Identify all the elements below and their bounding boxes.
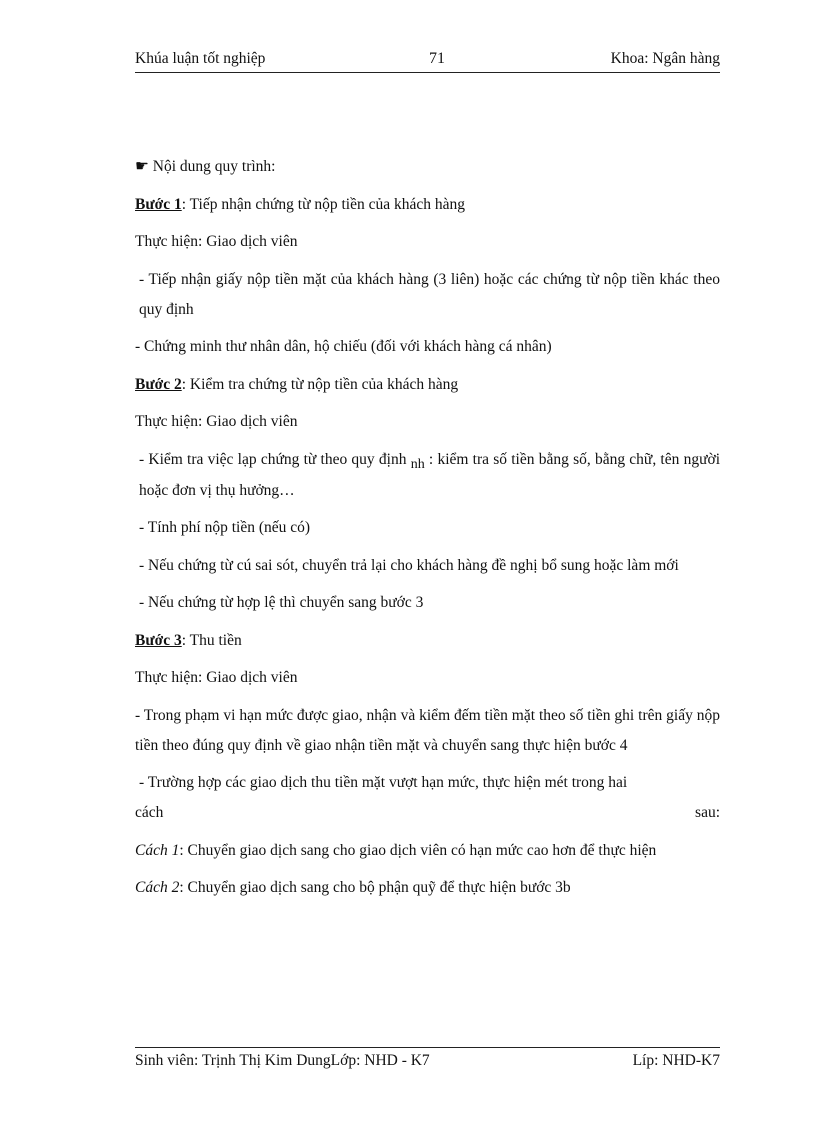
step1-item-2: - Chứng minh thư nhân dân, hộ chiếu (đối với khách hàng cá nhân) — [135, 338, 552, 355]
way1 — [135, 836, 720, 866]
way2 — [135, 873, 720, 903]
page-footer — [135, 1047, 720, 1074]
step2-item-1-pre: - Kiểm tra việc lạp chứng từ theo quy định — [139, 450, 407, 468]
step3-item-1: - Trong phạm vi hạn mức được giao, nhận và kiểm đếm tiền mặt theo số tiền ghi trên giấy nộp tiền theo đúng quy định về giao nhận tiền mặt và chuyển sang thực hiện bước 4 — [135, 706, 720, 754]
step2-item-2: - Tính phí nộp tiền (nếu có) — [139, 519, 311, 536]
step3-item-2 — [135, 768, 720, 798]
way1-label: Cách 1 — [135, 841, 180, 859]
step1-item-1: - Tiếp nhận giấy nộp tiền mặt của khách hàng (3 liên) hoặc các chứng từ nộp tiền khác theo quy định — [139, 270, 720, 318]
step3-item-2-line2 — [135, 798, 720, 828]
step2-title: : Kiểm tra chứng từ nộp tiền của khách hàng — [181, 375, 459, 393]
step1-title: : Tiếp nhận chứng từ nộp tiền của khách hàng — [181, 195, 466, 213]
intro-line — [135, 152, 720, 182]
document-body — [135, 152, 720, 911]
header-faculty: Khoa: Ngân hàng — [610, 50, 720, 67]
header-thesis-title: Khúa luận tốt nghiệp — [135, 50, 266, 67]
step3-item-2-sau: sau: — [695, 804, 720, 821]
page-header — [135, 48, 720, 73]
intro-text: Nội dung quy trình: — [152, 158, 276, 175]
step3-item-2-cach: cách — [135, 804, 164, 821]
step1-heading — [135, 190, 720, 220]
way1-text: : Chuyển giao dịch sang cho giao dịch viên có hạn mức cao hơn để thực hiện — [179, 841, 657, 859]
way2-label: Cách 2 — [135, 879, 180, 896]
footer-class: Líp: NHD-K7 — [632, 1052, 720, 1069]
way2-text: : Chuyển giao dịch sang cho bộ phận quỹ để thực hiện bước 3b — [179, 879, 571, 896]
step3-heading — [135, 626, 720, 656]
pointing-hand-icon: ☛ — [135, 158, 149, 175]
step1-performer: Thực hiện: Giao dịch viên — [135, 233, 298, 250]
step2-item-1 — [135, 445, 720, 506]
step2-item-1-sub: nh — [410, 456, 425, 472]
step3-label: Bước 3 — [135, 631, 182, 649]
step2-item-3: - Nếu chứng từ cú sai sót, chuyển trả lại cho khách hàng đề nghị bổ sung hoặc làm mới — [139, 556, 679, 574]
page-number: 71 — [429, 50, 445, 67]
step2-label: Bước 2 — [135, 375, 182, 393]
step2-performer: Thực hiện: Giao dịch viên — [135, 413, 298, 430]
step3-title: : Thu tiền — [181, 631, 242, 649]
step2-heading — [135, 370, 720, 400]
step3-item-2-line1: - Trường hợp các giao dịch thu tiền mặt vượt hạn mức, thực hiện mét trong hai — [139, 774, 628, 791]
step3-performer: Thực hiện: Giao dịch viên — [135, 669, 298, 686]
footer-student: Sinh viên: Trịnh Thị Kim DungLớp: NHD - K7 — [135, 1052, 430, 1069]
step1-label: Bước 1 — [135, 195, 182, 213]
step2-item-1-post: : kiểm tra số tiền bằng số, bằng chữ, tên người hoặc đơn vị thụ hưởng… — [139, 450, 721, 499]
step2-item-4: - Nếu chứng từ hợp lệ thì chuyển sang bước 3 — [139, 594, 424, 611]
